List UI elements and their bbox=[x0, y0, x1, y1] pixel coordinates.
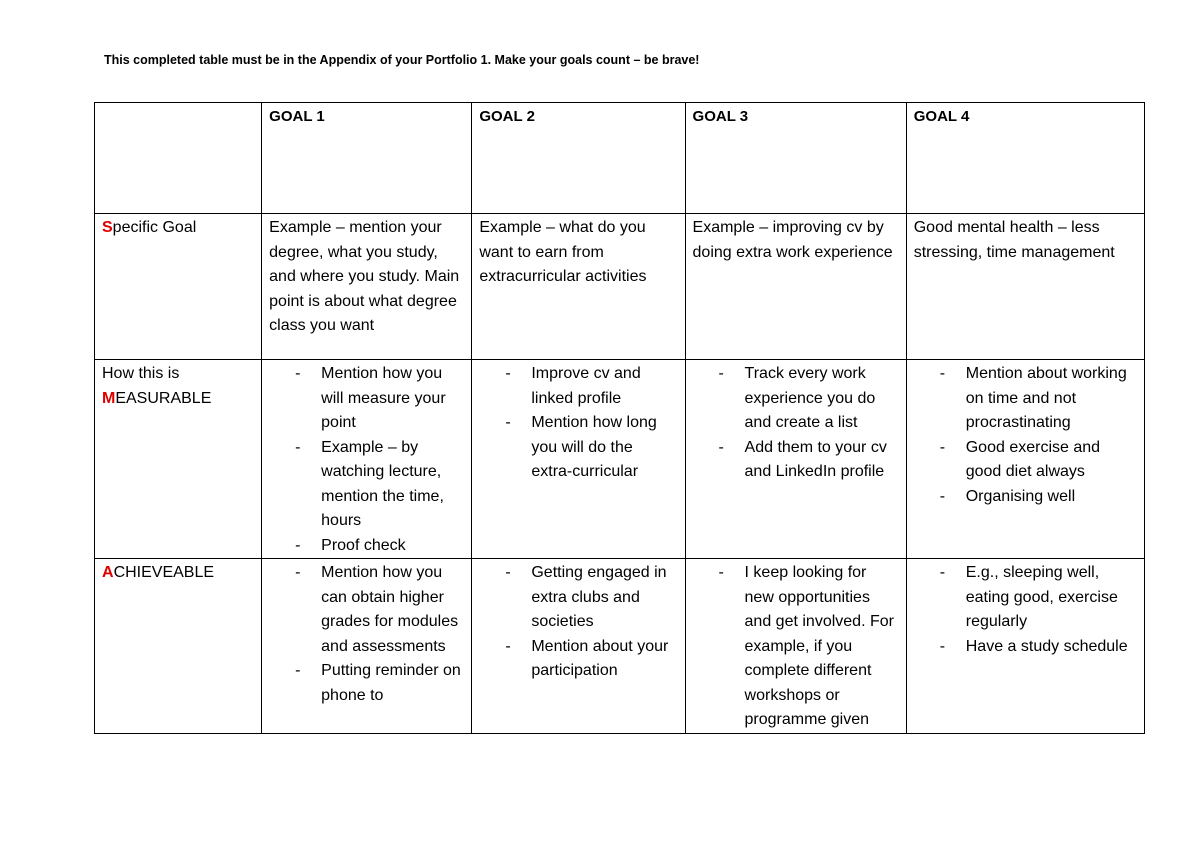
bullet-list bbox=[269, 362, 464, 558]
smart-goals-table bbox=[94, 102, 1145, 734]
bullet-list bbox=[479, 362, 677, 485]
header-row bbox=[95, 103, 1145, 214]
corner-cell bbox=[95, 103, 262, 214]
measurable-goal-3 bbox=[685, 360, 906, 559]
achievable-row bbox=[95, 559, 1145, 734]
specific-goal-3: Example – improving cv by doing extra work experience bbox=[685, 214, 906, 360]
specific-row bbox=[95, 214, 1145, 360]
measurable-goal-2 bbox=[472, 360, 685, 559]
page-instruction: This completed table must be in the Appendix of your Portfolio 1. Make your goals count – be brave! bbox=[104, 53, 700, 67]
list-item: - Putting reminder on phone to bbox=[295, 659, 464, 708]
goal-4-header: GOAL 4 bbox=[906, 103, 1144, 214]
list-item: - Improve cv and linked profile bbox=[505, 362, 677, 411]
goal-3-header: GOAL 3 bbox=[685, 103, 906, 214]
list-item: - Add them to your cv and LinkedIn profile bbox=[719, 436, 899, 485]
list-item: - Proof check bbox=[295, 534, 464, 559]
list-item: - Organising well bbox=[940, 485, 1137, 510]
bullet-list bbox=[914, 561, 1137, 659]
bullet-list bbox=[914, 362, 1137, 509]
measurable-goal-1 bbox=[262, 360, 472, 559]
achievable-goal-1 bbox=[262, 559, 472, 734]
bullet-list bbox=[479, 561, 677, 684]
specific-goal-4: Good mental health – less stressing, time management bbox=[906, 214, 1144, 360]
bullet-list bbox=[693, 561, 899, 733]
list-item: - Mention about working on time and not procrastinating bbox=[940, 362, 1137, 436]
goal-1-header: GOAL 1 bbox=[262, 103, 472, 214]
achievable-goal-2 bbox=[472, 559, 685, 734]
list-item: - E.g., sleeping well, eating good, exercise regularly bbox=[940, 561, 1137, 635]
bullet-list bbox=[269, 561, 464, 708]
list-item: - Getting engaged in extra clubs and societies bbox=[505, 561, 677, 635]
list-item: - Track every work experience you do and create a list bbox=[719, 362, 899, 436]
achievable-goal-3 bbox=[685, 559, 906, 734]
bullet-list bbox=[693, 362, 899, 485]
achievable-goal-4 bbox=[906, 559, 1144, 734]
list-item: - Mention how you will measure your point bbox=[295, 362, 464, 436]
measurable-label: How this is MEASURABLE bbox=[95, 360, 262, 559]
goal-2-header: GOAL 2 bbox=[472, 103, 685, 214]
list-item: - Mention how long you will do the extra-curricular bbox=[505, 411, 677, 485]
list-item: - Mention about your participation bbox=[505, 635, 677, 684]
list-item: - I keep looking for new opportunities and get involved. For example, if you complete different workshops or programme given bbox=[719, 561, 899, 733]
list-item: - Mention how you can obtain higher grades for modules and assessments bbox=[295, 561, 464, 659]
specific-goal-1: Example – mention your degree, what you study, and where you study. Main point is about what degree class you want bbox=[262, 214, 472, 360]
specific-goal-2: Example – what do you want to earn from extracurricular activities bbox=[472, 214, 685, 360]
list-item: - Example – by watching lecture, mention the time, hours bbox=[295, 436, 464, 534]
specific-label: Specific Goal bbox=[95, 214, 262, 360]
achievable-label: ACHIEVEABLE bbox=[95, 559, 262, 734]
list-item: - Good exercise and good diet always bbox=[940, 436, 1137, 485]
measurable-row bbox=[95, 360, 1145, 559]
list-item: - Have a study schedule bbox=[940, 635, 1137, 660]
measurable-goal-4 bbox=[906, 360, 1144, 559]
